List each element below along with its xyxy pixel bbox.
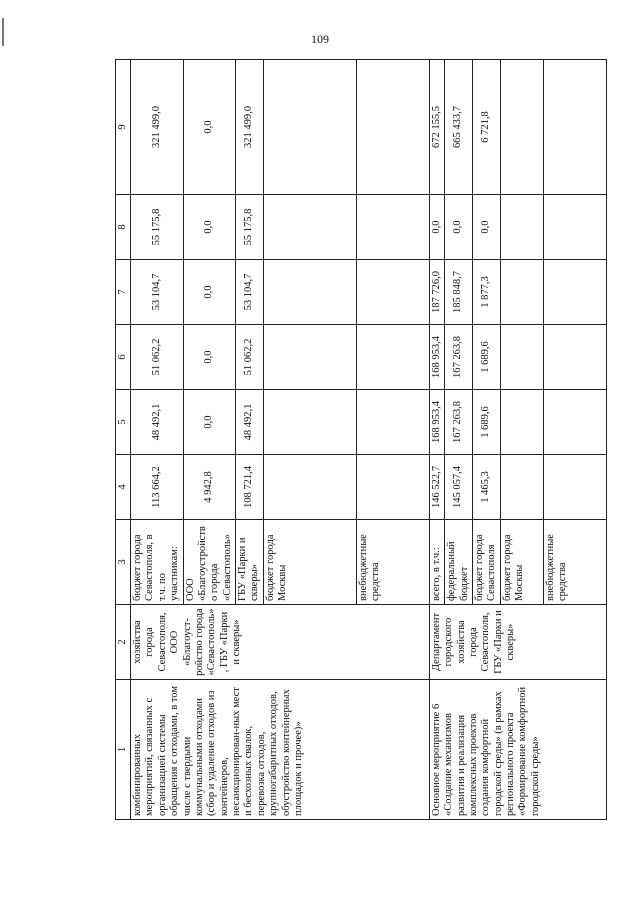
- header-cell-9: 9: [116, 60, 131, 195]
- header-cell-6: 6: [116, 325, 131, 390]
- funding-source: бюджет города Москвы: [500, 520, 543, 605]
- header-cell-4: 4: [116, 455, 131, 520]
- value-cell: 672 155,5: [429, 60, 444, 195]
- value-cell: [543, 390, 606, 455]
- value-cell: 48 492,1: [131, 390, 184, 455]
- value-cell: 113 664,2: [131, 455, 184, 520]
- value-cell: [356, 455, 429, 520]
- value-cell: 0,0: [183, 195, 236, 260]
- value-cell: [356, 390, 429, 455]
- value-cell: 187 726,0: [429, 260, 444, 325]
- value-cell: 146 522,7: [429, 455, 444, 520]
- value-cell: 168 953,4: [429, 325, 444, 390]
- value-cell: [263, 60, 356, 195]
- value-cell: [500, 195, 543, 260]
- value-cell: 0,0: [183, 390, 236, 455]
- value-cell: [543, 60, 606, 195]
- value-cell: [263, 390, 356, 455]
- value-cell: 1 877,3: [472, 260, 500, 325]
- table-row: [429, 60, 444, 820]
- value-cell: 1 465,3: [472, 455, 500, 520]
- header-cell-8: 8: [116, 195, 131, 260]
- value-cell: [543, 195, 606, 260]
- header-cell-5: 5: [116, 390, 131, 455]
- value-cell: [263, 195, 356, 260]
- funding-source: внебюджетные средства: [356, 520, 429, 605]
- value-cell: [263, 325, 356, 390]
- value-cell: 55 175,8: [131, 195, 184, 260]
- value-cell: [500, 260, 543, 325]
- value-cell: 321 499,0: [131, 60, 184, 195]
- value-cell: [500, 60, 543, 195]
- value-cell: 53 104,7: [236, 260, 264, 325]
- value-cell: 0,0: [472, 195, 500, 260]
- header-cell-3: 3: [116, 520, 131, 605]
- value-cell: 108 721,4: [236, 455, 264, 520]
- funding-source: внебюджетные средства: [543, 520, 606, 605]
- value-cell: 0,0: [429, 195, 444, 260]
- funding-source: бюджет города Севастополя: [472, 520, 500, 605]
- value-cell: [356, 260, 429, 325]
- value-cell: 321 499,0: [236, 60, 264, 195]
- activity-description: Основное мероприятие 6 «Создание механизмов развития и реализация комплексных проектов создания комфортной городской среды» (в рамках регионального проекта «Формирование комфортной городской среды»: [429, 680, 606, 820]
- value-cell: 167 263,8: [445, 325, 473, 390]
- value-cell: 0,0: [183, 60, 236, 195]
- value-cell: 0,0: [445, 195, 473, 260]
- value-cell: 1 689,6: [472, 390, 500, 455]
- value-cell: [543, 455, 606, 520]
- activity-description: комбинированных мероприятий, связанных с организацией системы обращения с отходами, в том числе с твердыми коммунальными отходами (сбор и удаление отходов из контейнеров, несанкционирован-ных мест и бесхозных свалок, перевозка отходов, крупногабаритных отходов, обустройство контейнерных площадок и прочее)»: [131, 680, 430, 820]
- value-cell: 1 689,6: [472, 325, 500, 390]
- value-cell: [356, 325, 429, 390]
- value-cell: 145 057,4: [445, 455, 473, 520]
- funding-source: ГБУ «Парки и скверы»: [236, 520, 264, 605]
- budget-table: [115, 59, 607, 820]
- header-cell-7: 7: [116, 260, 131, 325]
- funding-source: бюджет города Москвы: [263, 520, 356, 605]
- value-cell: 665 433,7: [445, 60, 473, 195]
- value-cell: 185 848,7: [445, 260, 473, 325]
- header-cell-2: 2: [116, 605, 131, 680]
- value-cell: 0,0: [183, 260, 236, 325]
- value-cell: 168 953,4: [429, 390, 444, 455]
- value-cell: [263, 260, 356, 325]
- funding-source: ООО «Благоустройство города «Севастополь»: [183, 520, 236, 605]
- value-cell: [500, 455, 543, 520]
- value-cell: [543, 325, 606, 390]
- value-cell: 53 104,7: [131, 260, 184, 325]
- funding-source: всего, в т.ч.:: [429, 520, 444, 605]
- value-cell: [263, 455, 356, 520]
- table-row: [131, 60, 184, 820]
- value-cell: 6 721,8: [472, 60, 500, 195]
- value-cell: [356, 60, 429, 195]
- value-cell: 51 062,2: [236, 325, 264, 390]
- rotated-table-container: [115, 60, 568, 820]
- value-cell: 4 942,8: [183, 455, 236, 520]
- value-cell: 51 062,2: [131, 325, 184, 390]
- funding-source: федеральный бюджет: [445, 520, 473, 605]
- value-cell: [500, 390, 543, 455]
- responsible-executor: хозяйства города Севастополя, ООО «Благоуст-ройство города «Севастополь», ГБУ «Парки и скверы»: [131, 605, 430, 680]
- value-cell: 0,0: [183, 325, 236, 390]
- value-cell: [500, 325, 543, 390]
- value-cell: [543, 260, 606, 325]
- value-cell: [356, 195, 429, 260]
- header-row: [116, 60, 131, 820]
- value-cell: 167 263,8: [445, 390, 473, 455]
- header-cell-1: 1: [116, 680, 131, 820]
- responsible-executor: Департамент городского хозяйства города Севастополя, ГБУ «Парки и скверы»: [429, 605, 606, 680]
- value-cell: 48 492,1: [236, 390, 264, 455]
- funding-source: бюджет города Севастополя, в т.ч. по участникам:: [131, 520, 184, 605]
- value-cell: 55 175,8: [236, 195, 264, 260]
- page-number: 109: [311, 32, 329, 46]
